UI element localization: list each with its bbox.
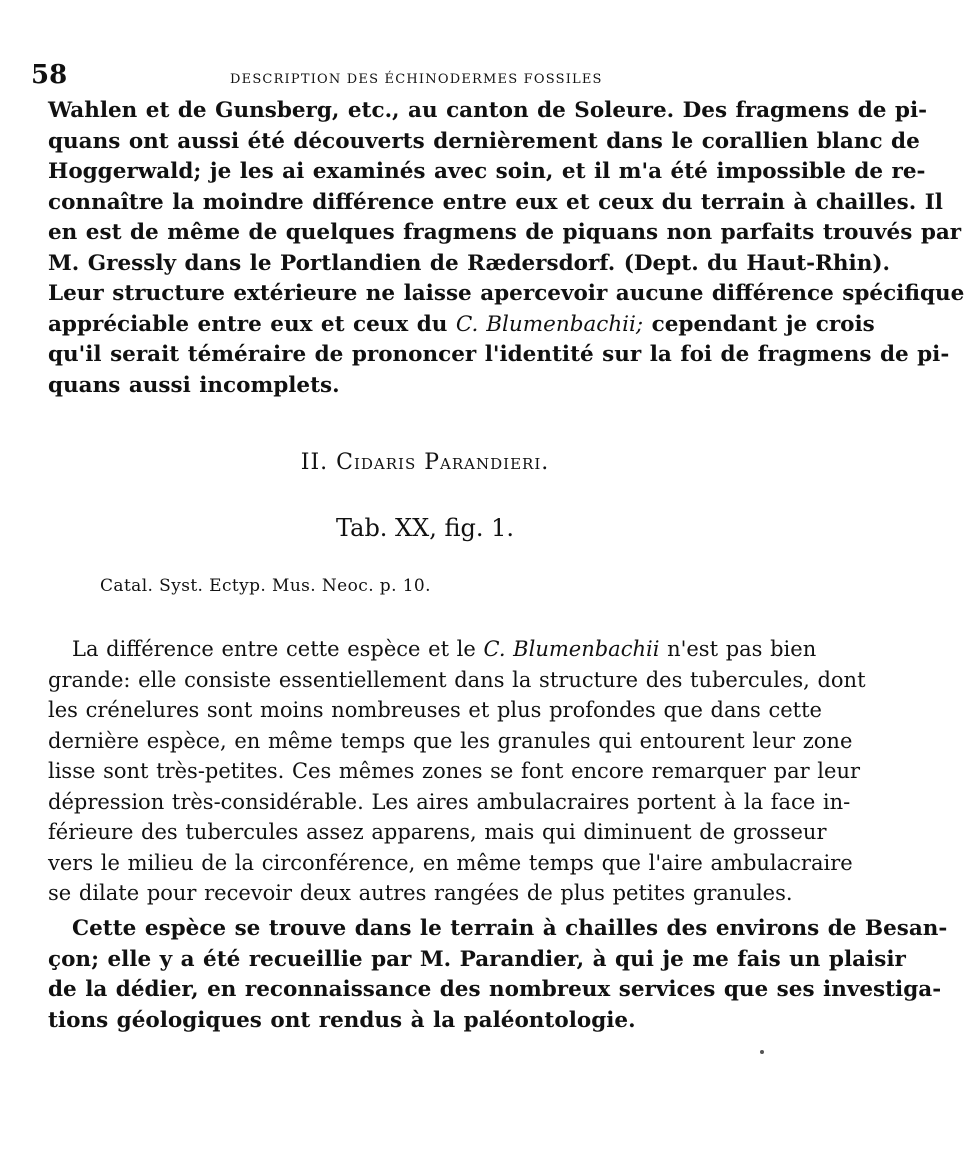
text-run: cependant je crois <box>643 311 875 337</box>
text-run: n'est pas bien <box>659 637 817 661</box>
page-number: 58 <box>31 60 68 90</box>
text-line: vers le milieu de la circonférence, en même temps que l'aire ambulacraire <box>48 850 853 875</box>
ink-speck <box>760 1050 764 1054</box>
text-line <box>48 310 875 341</box>
text-line: Cette espèce se trouve dans le terrain à chailles des environs de Besan- <box>72 916 948 941</box>
text-line: grande: elle consiste essentiellement dans la structure des tubercules, dont <box>48 667 866 692</box>
plate-reference: Tab. XX, fig. 1. <box>335 514 515 542</box>
section-heading <box>0 450 850 475</box>
catalog-reference: Catal. Syst. Ectyp. Mus. Neoc. p. 10. <box>100 576 431 596</box>
text-line: lisse sont très-petites. Ces mêmes zones se font encore remarquer par leur <box>48 759 861 783</box>
text-line: dernière espèce, en même temps que les granules qui entourent leur zone <box>48 728 853 753</box>
text-line: çon; elle y a été recueillie par M. Parandier, à qui je me fais un plaisir <box>48 946 906 972</box>
species-name: C. Blumenbachii; <box>455 311 644 337</box>
paragraph-description <box>48 634 866 909</box>
running-title: DESCRIPTION DES ÉCHINODERMES FOSSILES <box>230 72 603 87</box>
text-line: les crénelures sont moins nombreuses et plus profondes que dans cette <box>48 698 822 722</box>
text-line: de la dédier, en reconnaissance des nombreux services que ses investiga- <box>48 977 942 1002</box>
text-line: se dilate pour recevoir deux autres rangées de plus petites granules. <box>48 881 793 905</box>
text-line: tions géologiques ont rendus à la paléontologie. <box>48 1007 636 1033</box>
text-line: en est de même de quelques fragmens de piquans non parfaits trouvés par <box>48 220 962 245</box>
text-line: connaître la moindre différence entre eux et ceux du terrain à chailles. Il <box>48 189 943 215</box>
text-line: quans ont aussi été découverts dernièrement dans le corallien blanc de <box>48 128 920 154</box>
text-line: quans aussi incomplets. <box>48 372 340 398</box>
text-line: Hoggerwald; je les ai examinés avec soin, et il m'a été impossible de re- <box>48 159 926 184</box>
text-line: dépression très-considérable. Les aires ambulacraires portent à la face in- <box>48 789 851 814</box>
text-run: appréciable entre eux et ceux du <box>48 311 456 337</box>
paragraph-locality <box>48 914 948 1036</box>
text-line: Wahlen et de Gunsberg, etc., au canton de Soleure. Des fragmens de pi- <box>48 98 928 123</box>
text-line: Leur structure extérieure ne laisse apercevoir aucune différence spécifique <box>48 281 964 306</box>
species-name: C. Blumenbachii <box>483 637 660 661</box>
paragraph-continuation <box>48 96 964 401</box>
text-line: qu'il serait téméraire de prononcer l'identité sur la foi de fragmens de pi- <box>48 342 950 367</box>
text-line: M. Gressly dans le Portlandien de Rædersdorf. (Dept. du Haut-Rhin). <box>48 250 891 276</box>
species-title: Cidaris Parandieri. <box>336 450 550 475</box>
text-line: férieure des tubercules assez apparens, mais qui diminuent de grosseur <box>48 820 827 844</box>
text-run: La différence entre cette espèce et le <box>72 637 484 661</box>
section-number: II. <box>300 450 329 475</box>
text-line <box>48 634 817 665</box>
